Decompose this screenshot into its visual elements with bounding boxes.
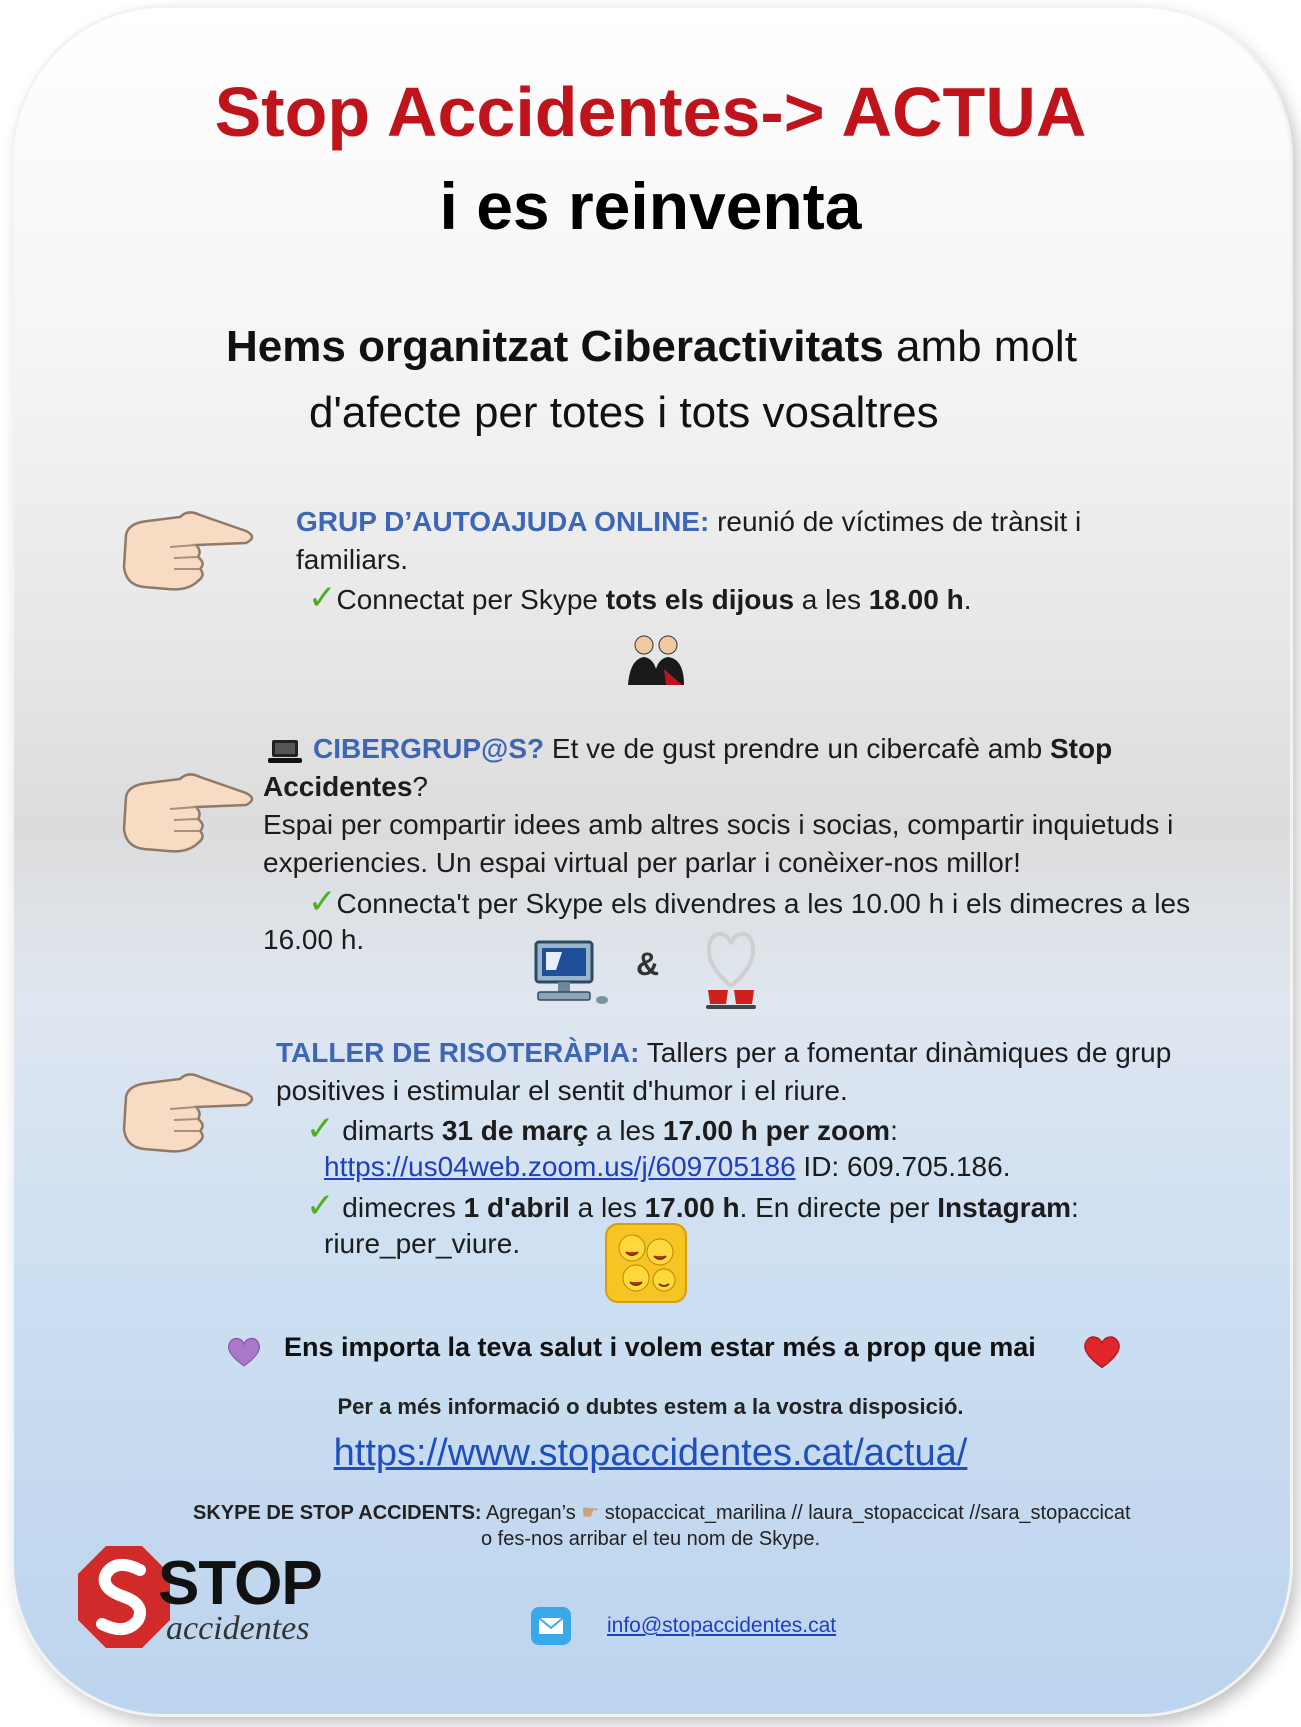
pointing-hand-icon — [118, 1067, 258, 1157]
pointing-hand-icon — [118, 767, 258, 857]
computer-icon — [532, 938, 612, 1010]
intro-line2: d'afecte per totes i tots vosaltres — [309, 388, 939, 437]
red-heart-icon — [1082, 1334, 1122, 1370]
activity1-schedule: ✓Connectat per Skype tots els dijous a les 18.00 h. — [308, 579, 972, 617]
closing-message: Ens importa la teva salut i volem estar més a prop que mai — [284, 1332, 1036, 1362]
checkmark-icon: ✓ — [308, 579, 337, 617]
laughing-emojis-icon — [604, 1222, 688, 1304]
activity2-line3: Espai per compartir idees amb altres socis i socias, compartir inquietuds i — [263, 809, 1174, 840]
coffee-cups-heart-icon — [704, 926, 758, 1012]
checkmark-icon: ✓ — [306, 1110, 335, 1148]
purple-heart-icon — [226, 1336, 262, 1368]
stop-accidentes-logo — [76, 1540, 322, 1660]
activity3-session1: ✓ dimarts 31 de març a les 17.00 h per zoom: — [306, 1110, 898, 1148]
activity3-session2: ✓ dimecres 1 d'abril a les 17.00 h. En directe per Instagram: — [306, 1187, 1079, 1225]
logo-accidentes-text: accidentes — [166, 1610, 310, 1647]
activity1-line2: familiars. — [296, 544, 409, 575]
mail-icon — [530, 1606, 572, 1646]
logo-stop-text: STOP — [158, 1549, 322, 1618]
skype-line1: SKYPE DE STOP ACCIDENTS: Agregan’s ☛ stopaccicat_marilina // laura_stopaccicat //sara_stopaccicat — [193, 1502, 1131, 1524]
people-meeting-icon — [624, 633, 688, 687]
intro-line1: Hems organitzat Ciberactivitats amb molt — [226, 322, 1077, 371]
activity3-handle: riure_per_viure. — [324, 1228, 521, 1259]
zoom-link[interactable]: https://us04web.zoom.us/j/609705186 — [324, 1151, 796, 1182]
small-pointing-hand-icon: ☛ — [581, 1502, 600, 1524]
checkmark-icon: ✓ — [306, 1187, 335, 1225]
activity2-line1: CIBERGRUP@S? Et ve de gust prendre un cibercafè amb Stop — [313, 733, 1113, 764]
website-link-wrap — [0, 1432, 1301, 1475]
activity3-line1: TALLER DE RISOTERÀPIA: Tallers per a fomentar dinàmiques de grup — [276, 1037, 1172, 1068]
laptop-icon — [268, 738, 302, 764]
activity2-line6: 16.00 h. — [263, 924, 365, 955]
checkmark-icon: ✓ — [308, 883, 337, 921]
activity2-line2: Accidentes? — [263, 771, 428, 802]
activity3-zoom: https://us04web.zoom.us/j/609705186 ID: 609.705.186. — [324, 1151, 1011, 1182]
pointing-hand-icon — [118, 505, 258, 595]
email-link[interactable]: info@stopaccidentes.cat — [607, 1614, 837, 1637]
activity1-line1: GRUP D’AUTOAJUDA ONLINE: reunió de víctimes de trànsit i — [296, 506, 1082, 537]
ampersand: & — [636, 946, 660, 982]
website-link[interactable]: https://www.stopaccidentes.cat/actua/ — [333, 1432, 968, 1474]
activity2-line4: experiencies. Un espai virtual per parlar i conèixer-nos millor! — [263, 847, 1021, 878]
skype-line2: o fes-nos arribar el teu nom de Skype. — [480, 1528, 821, 1550]
title-line1: Stop Accidentes-> ACTUA — [214, 73, 1087, 151]
activity3-line2: positives i estimular el sentit d'humor i el riure. — [276, 1075, 848, 1106]
title-line2: i es reinventa — [439, 169, 862, 243]
info-text: Per a més informació o dubtes estem a la vostra disposició. — [337, 1394, 964, 1419]
activity2-line5: ✓Connecta't per Skype els divendres a les 10.00 h i els dimecres a les — [308, 883, 1191, 921]
